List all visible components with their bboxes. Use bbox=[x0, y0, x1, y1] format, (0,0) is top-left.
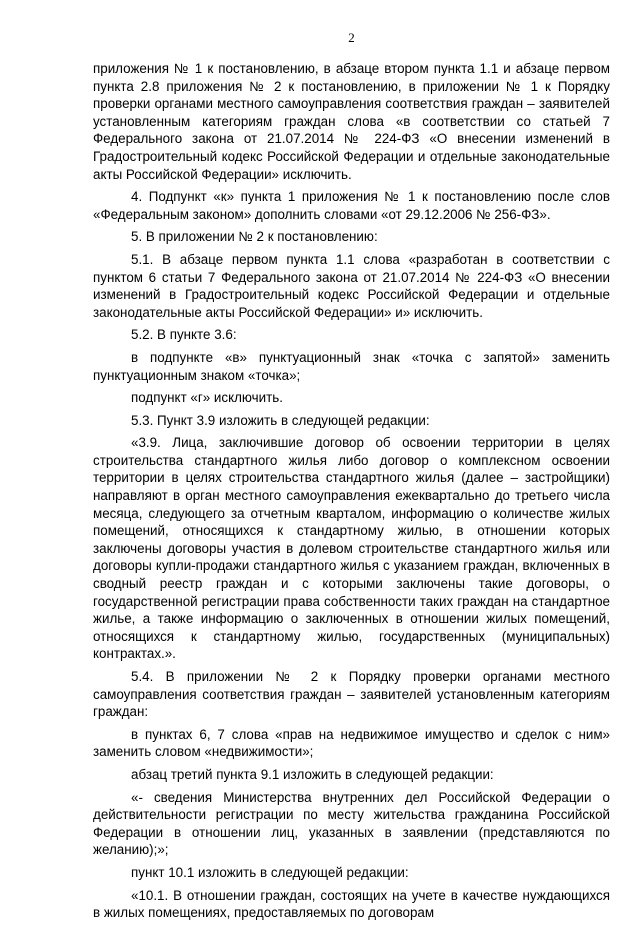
paragraph-item-5-1: 5.1. В абзаце первом пункта 1.1 слова «разработан в соответствии с пунктом 6 статьи 7 Федерального закона от 21.07.2014 № 224-ФЗ «О внесении изменений в Градостроительный кодекс Российской Федерации и отдельные законодательные акты Российской Федерации» и» исключить. bbox=[93, 251, 610, 320]
paragraph-item-9-1-text: «- сведения Министерства внутренних дел Российской Федерации о действительности регистрации по месту жительства гражданина Российской Федерации в отношении лиц, указанных в заявлении (представляются по желанию);»; bbox=[93, 789, 610, 858]
document-body bbox=[93, 60, 610, 927]
paragraph-item-5-2: 5.2. В пункте 3.6: bbox=[131, 327, 237, 343]
paragraph-item-5-3: 5.3. Пункт 3.9 изложить в следующей редакции: bbox=[131, 412, 430, 428]
paragraph-item-10-1: пункт 10.1 изложить в следующей редакции: bbox=[131, 864, 409, 880]
page-number: 2 bbox=[348, 30, 355, 45]
paragraph-items-6-7: в пунктах 6, 7 слова «прав на недвижимое имущество и сделок с ним» заменить словом «недвижимости»; bbox=[93, 726, 610, 760]
paragraph-item-9-1: абзац третий пункта 9.1 изложить в следующей редакции: bbox=[131, 766, 494, 782]
paragraph-item-5-4: 5.4. В приложении № 2 к Порядку проверки органами местного самоуправления соответствия граждан – заявителей установленным категориям граждан: bbox=[93, 669, 610, 720]
paragraph-item-4: 4. Подпункт «к» пункта 1 приложения № 1 к постановлению после слов «Федеральным законом» дополнить словами «от 29.12.2006 № 256-ФЗ». bbox=[93, 189, 610, 222]
paragraph-subitem-g: подпункт «г» исключить. bbox=[131, 390, 283, 406]
paragraph-item-3-9-text: «3.9. Лица, заключившие договор об освоении территории в целях строительства стандартного жилья либо договор о комплексном освоении территории в целях строительства стандартного жилья (далее – застройщики) направляют в орган местного самоуправления ежеквартально до третьего числа месяца, следующего за отчетным кварталом, информацию о количестве жилых помещений, относящихся к стандартному жилью, в отношении которых заключены договоры участия в долевом строительстве стандартного жилья или договоры купли-продажи стандартного жилья с указанием граждан, включенных в сводный реестр граждан и с которыми заключены такие договоры, о государственной регистрации права собственности таких граждан на стандартное жилье, а также информацию о заключенных в отношении жилых помещений, относящихся к стандартному жилью, государственных (муниципальных) контрактах.». bbox=[93, 435, 610, 662]
paragraph-item-5: 5. В приложении № 2 к постановлению: bbox=[131, 229, 378, 245]
paragraph-subitem-v: в подпункте «в» пунктуационный знак «точка с запятой» заменить пунктуационным знаком «точка»; bbox=[93, 349, 610, 383]
paragraph-item-10-1-text: «10.1. В отношении граждан, состоящих на учете в качестве нуждающихся в жилых помещениях, предоставляемых по договорам bbox=[93, 887, 610, 921]
paragraph-continuation: приложения № 1 к постановлению, в абзаце втором пункта 1.1 и абзаце первом пункта 2.8 приложения № 2 к постановлению, в приложении № 1 к Порядку проверки органами местного самоуправления соответствия граждан – заявителей установленным категориям граждан слова «в соответствии со статьей 7 Федерального закона от 21.07.2014 № 224-ФЗ «О внесении изменений в Градостроительный кодекс Российской Федерации и отдельные законодательные акты Российской Федерации» исключить. bbox=[93, 61, 610, 182]
